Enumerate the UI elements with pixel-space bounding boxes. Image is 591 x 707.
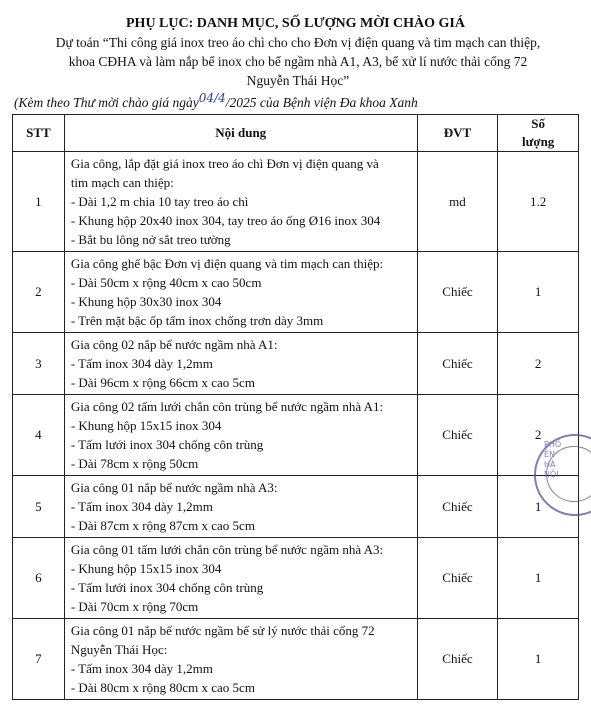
content-line: - Tấm inox 304 dày 1,2mm xyxy=(70,499,213,514)
row-stt: 7 xyxy=(13,619,65,700)
seal-text: PHỐ ÊN HÀ NỘI xyxy=(544,440,562,479)
row-unit: Chiếc xyxy=(417,252,498,333)
header-qty xyxy=(498,115,579,152)
content-line: - Dài 70cm x rộng 70cm xyxy=(70,599,199,614)
page-title: PHỤ LỤC: DANH MỤC, SỐ LƯỢNG MỜI CHÀO GIÁ xyxy=(126,16,465,31)
handwritten-date: 04/4 xyxy=(198,91,226,105)
content-line: - Tấm inox 304 dày 1,2mm xyxy=(70,356,213,371)
row-unit: Chiếc xyxy=(417,476,498,538)
content-line: Gia công 01 tấm lưới chắn côn trùng bể nước ngầm nhà A3: xyxy=(70,542,384,557)
row-content xyxy=(64,619,417,700)
note-prefix: (Kèm theo Thư mời chào giá ngày xyxy=(14,95,199,110)
content-line: - Dài 78cm x rộng 50cm xyxy=(70,456,199,471)
row-qty: 1.2 xyxy=(498,152,579,252)
row-unit: md xyxy=(417,152,498,252)
content-line: - Dài 1,2 m chia 10 tay treo áo chì xyxy=(70,194,249,209)
content-line: Nguyễn Thái Học: xyxy=(70,642,168,657)
table-row xyxy=(13,152,579,252)
content-line: Gia công ghế bậc Đơn vị điện quang và tim mạch can thiệp: xyxy=(70,256,384,271)
content-line: - Dài 87cm x rộng 87cm x cao 5cm xyxy=(70,518,255,533)
row-unit: Chiếc xyxy=(417,333,498,395)
content-line: Gia công 02 nắp bể nước ngầm nhà A1: xyxy=(70,337,278,352)
row-content xyxy=(64,333,417,395)
content-line: Gia công 01 nắp bể nước ngầm nhà A3: xyxy=(70,480,278,495)
note-suffix: /2025 của Bệnh viện Đa khoa Xanh xyxy=(225,95,418,110)
items-table xyxy=(12,114,579,700)
content-line: - Dài 96cm x rộng 66cm x cao 5cm xyxy=(70,375,255,390)
row-content xyxy=(64,252,417,333)
row-content xyxy=(64,152,417,252)
table-row xyxy=(13,252,579,333)
row-qty: 1 xyxy=(498,476,579,538)
content-line: Gia công 02 tấm lưới chắn côn trùng bể nước ngầm nhà A1: xyxy=(70,399,384,414)
row-qty: 1 xyxy=(498,619,579,700)
row-qty: 1 xyxy=(498,538,579,619)
table-row xyxy=(13,476,579,538)
attachment-note xyxy=(14,91,584,111)
row-stt: 1 xyxy=(13,152,65,252)
header-unit: ĐVT xyxy=(417,115,498,152)
subtitle-line: Dự toán “Thi công giá inox treo áo chì cho cho Đơn vị điện quang và tim mạch can thiệp, xyxy=(55,35,541,50)
row-unit: Chiếc xyxy=(417,395,498,476)
table-header-row xyxy=(13,115,579,152)
content-line: - Tấm inox 304 dày 1,2mm xyxy=(70,661,213,676)
content-line: - Tấm lưới inox 304 chống côn trùng xyxy=(70,580,264,595)
row-unit: Chiếc xyxy=(417,619,498,700)
content-line: Gia công 01 nắp bể nước ngầm bể sử lý nước thải cổng 72 xyxy=(70,623,375,638)
row-stt: 4 xyxy=(13,395,65,476)
content-line: - Khung hộp 15x15 inox 304 xyxy=(70,561,222,576)
row-content xyxy=(64,395,417,476)
content-line: - Dài 50cm x rộng 40cm x cao 50cm xyxy=(70,275,262,290)
subtitle-line: Nguyễn Thái Học” xyxy=(246,73,350,88)
header-content: Nội dung xyxy=(64,115,417,152)
table-row xyxy=(13,395,579,476)
content-line: Gia công, lắp đặt giá inox treo áo chì Đơn vị điện quang và xyxy=(70,156,379,171)
content-line: - Khung hộp 20x40 inox 304, tay treo áo ống Ø16 inox 304 xyxy=(70,213,381,228)
row-stt: 3 xyxy=(13,333,65,395)
estimate-description xyxy=(28,33,568,90)
content-line: - Tấm lưới inox 304 chống côn trùng xyxy=(70,437,264,452)
table-row xyxy=(13,538,579,619)
row-stt: 5 xyxy=(13,476,65,538)
content-line: - Bắt bu lông nở sắt treo tường xyxy=(70,232,231,247)
row-stt: 2 xyxy=(13,252,65,333)
content-line: - Dài 80cm x rộng 80cm x cao 5cm xyxy=(70,680,255,695)
table-row xyxy=(13,333,579,395)
header-stt: STT xyxy=(13,115,65,152)
row-qty: 1 xyxy=(498,252,579,333)
row-stt: 6 xyxy=(13,538,65,619)
header-qty-line1: Số xyxy=(531,116,545,131)
row-qty: 2 xyxy=(498,395,579,476)
content-line: - Khung hộp 15x15 inox 304 xyxy=(70,418,222,433)
row-content xyxy=(64,538,417,619)
table-row xyxy=(13,619,579,700)
header-qty-line2: lượng xyxy=(521,134,555,149)
content-line: - Trên mặt bậc ốp tấm inox chống trơn dày 3mm xyxy=(70,313,324,328)
subtitle-line: khoa CĐHA và làm nắp bể inox cho bể ngầm nhà A1, A3, bể xử lí nước thải cổng 72 xyxy=(68,54,528,69)
content-line: - Khung hộp 30x30 inox 304 xyxy=(70,294,222,309)
row-content xyxy=(64,476,417,538)
row-qty: 2 xyxy=(498,333,579,395)
table-body xyxy=(13,152,579,700)
content-line: tim mạch can thiệp: xyxy=(70,175,174,190)
row-unit: Chiếc xyxy=(417,538,498,619)
